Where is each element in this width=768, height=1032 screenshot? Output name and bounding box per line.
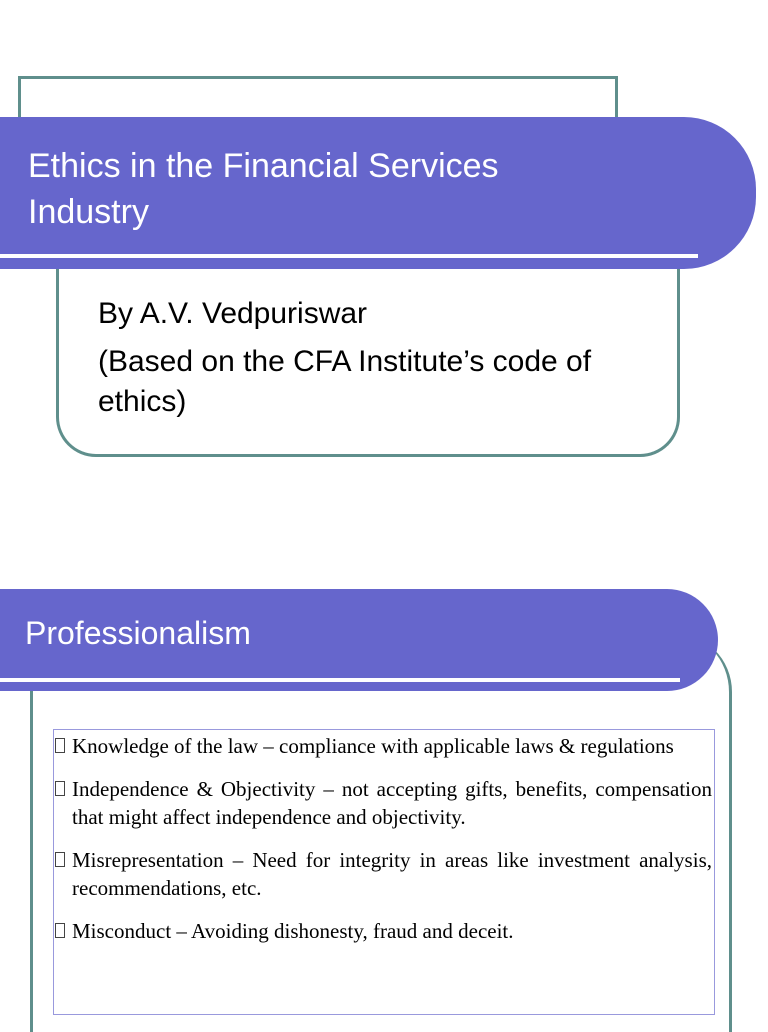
list-item-text: Knowledge of the law – compliance with applicable laws & regulations xyxy=(72,734,674,758)
missing-glyph-box-icon xyxy=(55,852,65,867)
banner-underline xyxy=(0,678,680,682)
list-item-text: Misconduct – Avoiding dishonesty, fraud and deceit. xyxy=(72,919,514,943)
basis-line: (Based on the CFA Institute’s code of ethics) xyxy=(98,345,592,418)
list-item xyxy=(54,775,712,831)
section-title: Professionalism xyxy=(25,615,251,651)
title-slide xyxy=(0,0,768,512)
banner-underline xyxy=(0,254,698,258)
missing-glyph-box-icon xyxy=(55,923,65,938)
missing-glyph-box-icon xyxy=(55,781,65,796)
list-item-text: Misrepresentation – Need for integrity in areas like investment analysis, recommendations, etc. xyxy=(72,848,712,900)
professionalism-slide xyxy=(0,512,768,1024)
title-banner xyxy=(0,117,756,269)
bullet-list xyxy=(53,729,715,1015)
subtitle-block xyxy=(98,294,658,430)
list-item xyxy=(54,732,712,760)
list-item-text: Independence & Objectivity – not accepting gifts, benefits, compensation that might affect independence and objectivity. xyxy=(72,777,712,829)
author-line: By A.V. Vedpuriswar xyxy=(98,297,368,330)
section-banner xyxy=(0,589,718,691)
list-item xyxy=(54,917,712,945)
slide-title: Ethics in the Financial Services Industry xyxy=(28,147,499,231)
missing-glyph-box-icon xyxy=(55,738,65,753)
list-item xyxy=(54,846,712,902)
